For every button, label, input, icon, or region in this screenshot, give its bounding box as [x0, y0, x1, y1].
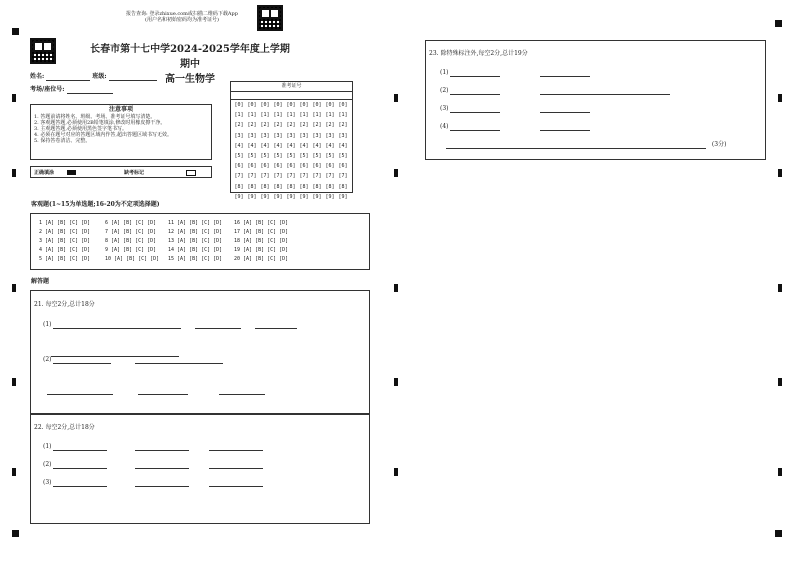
q22-line1 — [43, 443, 263, 451]
exam-id-bubble[interactable]: [2] — [312, 122, 322, 129]
exam-id-column — [273, 100, 283, 202]
exam-id-bubble[interactable]: [2] — [247, 122, 257, 129]
name-label: 姓名: — [30, 73, 45, 80]
q21-label2: (2) — [43, 356, 52, 363]
question-options-row[interactable]: 10 [A] [B] [C] [D] — [105, 256, 160, 262]
q23-line2 — [440, 87, 670, 95]
q21-line2 — [43, 356, 223, 364]
exam-id-bubble[interactable]: [7] — [286, 173, 296, 180]
class-field[interactable] — [109, 73, 157, 81]
answer-blank[interactable] — [209, 461, 263, 469]
name-class-row — [30, 73, 157, 81]
question-options-row[interactable]: 20 [A] [B] [C] [D] — [234, 256, 289, 262]
empty-bubble-icon[interactable] — [186, 170, 196, 176]
answer-blank[interactable] — [450, 69, 500, 77]
q23-line1 — [440, 69, 590, 77]
exam-id-bubble[interactable]: [4] — [260, 142, 270, 149]
exam-id-bubble[interactable]: [5] — [234, 153, 244, 160]
q22-line3 — [43, 479, 263, 487]
exam-id-bubble[interactable]: [0] — [299, 102, 309, 108]
exam-id-bubble[interactable]: [8] — [286, 183, 296, 190]
objective-title: 客观题(1~15为单选题;16-20为不定项选择题) — [31, 201, 160, 208]
answer-blank[interactable] — [219, 387, 265, 395]
exam-id-bubble[interactable]: [8] — [247, 183, 257, 190]
answer-blank[interactable] — [138, 387, 188, 395]
corner-mark — [775, 20, 782, 27]
timing-mark — [12, 94, 16, 102]
answer-blank[interactable] — [53, 461, 107, 469]
exam-id-bubble[interactable]: [8] — [325, 183, 335, 190]
objective-column — [168, 219, 222, 264]
title-line1: 长春市第十七中学2024-2025学年度上学期期中 — [90, 44, 290, 70]
exam-id-bubble[interactable]: [5] — [247, 153, 257, 160]
exam-id-bubble[interactable]: [2] — [234, 122, 244, 129]
answer-blank[interactable] — [47, 387, 113, 395]
fill-example-box — [30, 166, 212, 178]
exam-id-bubble[interactable]: [0] — [325, 102, 335, 108]
exam-id-bubble[interactable]: [6] — [338, 163, 348, 170]
title-line2: 高一生物学 — [165, 74, 215, 85]
exam-id-bubble[interactable]: [1] — [299, 112, 309, 119]
exam-id-bubble[interactable]: [7] — [260, 173, 270, 180]
exam-id-column — [260, 100, 270, 202]
exam-id-bubble[interactable]: [8] — [299, 183, 309, 190]
exam-id-bubble[interactable]: [9] — [312, 193, 322, 200]
question-options-row[interactable]: 15 [A] [B] [C] [D] — [168, 256, 223, 262]
q23-label3: (3) — [440, 105, 449, 112]
q23-line3 — [440, 105, 590, 113]
answer-blank[interactable] — [540, 69, 590, 77]
exam-id-bubble[interactable]: [8] — [260, 183, 270, 190]
exam-id-header: 准考证号 — [231, 82, 352, 92]
exam-id-bubble[interactable]: [3] — [338, 132, 348, 139]
question-options-row[interactable]: 16 [A] [B] [C] [D] — [234, 220, 289, 226]
answer-blank[interactable] — [53, 443, 107, 451]
exam-id-column — [299, 100, 309, 202]
corner-mark — [12, 28, 19, 35]
class-label: 班级: — [92, 73, 107, 80]
answer-blank[interactable] — [446, 141, 706, 149]
q22-title: 22. 每空2分,总计18分 — [34, 424, 95, 431]
exam-id-column — [234, 100, 244, 202]
q21-title: 21. 每空2分,总计18分 — [34, 301, 95, 308]
exam-id-bubble[interactable]: [6] — [312, 163, 322, 170]
objective-column — [105, 219, 159, 264]
answer-blank[interactable] — [209, 443, 263, 451]
exam-id-bubble[interactable]: [9] — [325, 193, 335, 200]
question-options-row[interactable]: 17 [A] [B] [C] [D] — [234, 229, 289, 235]
exam-id-bubble[interactable]: [7] — [338, 173, 348, 180]
exam-id-bubble[interactable]: [4] — [273, 142, 283, 149]
exam-id-bubble[interactable]: [1] — [338, 112, 348, 119]
exam-id-bubble[interactable]: [0] — [286, 102, 296, 108]
question-options-row[interactable]: 18 [A] [B] [C] [D] — [234, 238, 289, 244]
exam-id-bubble[interactable]: [1] — [234, 112, 244, 119]
exam-id-bubble[interactable]: [3] — [299, 132, 309, 139]
exam-id-bubble[interactable]: [1] — [312, 112, 322, 119]
answer-blank[interactable] — [135, 479, 189, 487]
corner-mark — [775, 530, 782, 537]
question-options-row[interactable]: 4 [A] [B] [C] [D] — [39, 247, 91, 253]
exam-id-column — [325, 100, 335, 202]
q23-line5 — [446, 141, 726, 149]
question-options-row[interactable]: 2 [A] [B] [C] [D] — [39, 229, 91, 235]
question-options-row[interactable]: 8 [A] [B] [C] [D] — [105, 238, 157, 244]
exam-id-bubble[interactable]: [3] — [312, 132, 322, 139]
notice-item: 1. 答题前请将姓名、班级、考场、准考证号填写清楚。 — [34, 114, 156, 120]
exam-id-bubble[interactable]: [8] — [312, 183, 322, 190]
exam-id-bubble[interactable]: [9] — [247, 193, 257, 200]
exam-id-bubble[interactable]: [4] — [312, 142, 322, 149]
exam-id-bubble[interactable]: [1] — [286, 112, 296, 119]
q23-label2: (2) — [440, 87, 449, 94]
q22-box — [30, 414, 370, 524]
answer-blank[interactable] — [450, 87, 500, 95]
question-options-row[interactable]: 5 [A] [B] [C] [D] — [39, 256, 91, 262]
exam-id-bubble[interactable]: [3] — [247, 132, 257, 139]
notice-item: 3. 主观题答题,必须使用黑色签字笔书写。 — [34, 126, 127, 132]
exam-id-bubble[interactable]: [4] — [234, 142, 244, 149]
answer-blank[interactable] — [450, 123, 500, 131]
exam-id-column — [338, 100, 348, 202]
exam-id-bubble[interactable]: [7] — [273, 173, 283, 180]
exam-id-bubble[interactable]: [9] — [299, 193, 309, 200]
q23-line4 — [440, 123, 590, 131]
timing-mark — [12, 468, 16, 476]
timing-mark — [394, 284, 398, 292]
exam-id-bubble[interactable]: [5] — [286, 153, 296, 160]
exam-id-bubble[interactable]: [3] — [325, 132, 335, 139]
name-field[interactable] — [46, 73, 90, 81]
q23-points-note: (3分) — [711, 141, 727, 148]
exam-id-bubble[interactable]: [0] — [273, 102, 283, 108]
timing-mark — [778, 378, 782, 386]
exam-id-bubble[interactable]: [0] — [247, 102, 257, 108]
exam-id-bubble[interactable]: [9] — [260, 193, 270, 200]
question-options-row[interactable]: 12 [A] [B] [C] [D] — [168, 229, 223, 235]
q23-title: 23. 除特殊标注外,每空2分,总计19分 — [429, 50, 528, 57]
filled-bubble-icon — [67, 170, 76, 175]
answer-blank[interactable] — [540, 105, 590, 113]
exam-id-bubble[interactable]: [2] — [338, 122, 348, 129]
exam-id-bubble[interactable]: [0] — [312, 102, 322, 108]
q23-box — [425, 40, 766, 160]
exam-id-bubble[interactable]: [3] — [234, 132, 244, 139]
q22-label1: (1) — [43, 443, 52, 450]
question-options-row[interactable]: 1 [A] [B] [C] [D] — [39, 220, 91, 226]
q21-line1 — [43, 321, 297, 329]
exam-id-bubble[interactable]: [6] — [247, 163, 257, 170]
app-line2: (用户名和初始密码均为准考证号) — [145, 17, 219, 23]
exam-id-bubble[interactable]: [0] — [338, 102, 348, 108]
exam-id-write-row[interactable] — [231, 92, 352, 100]
exam-id-column — [286, 100, 296, 202]
exam-id-bubble[interactable]: [7] — [247, 173, 257, 180]
answer-blank[interactable] — [540, 123, 590, 131]
exam-id-bubble[interactable]: [6] — [234, 163, 244, 170]
q22-label2: (2) — [43, 461, 52, 468]
objective-column — [39, 219, 90, 264]
corner-mark — [12, 530, 19, 537]
question-options-row[interactable]: 19 [A] [B] [C] [D] — [234, 247, 289, 253]
exam-id-bubble[interactable]: [6] — [286, 163, 296, 170]
q21-box — [30, 290, 370, 414]
exam-id-bubble[interactable]: [5] — [260, 153, 270, 160]
timing-mark — [12, 169, 16, 177]
notice-box — [30, 104, 212, 160]
exam-id-bubble[interactable]: [5] — [273, 153, 283, 160]
timing-mark — [394, 378, 398, 386]
app-info — [112, 11, 252, 23]
exam-id-bubble[interactable]: [5] — [325, 153, 335, 160]
exam-id-bubble[interactable]: [3] — [260, 132, 270, 139]
exam-id-box — [230, 81, 353, 200]
exam-id-bubble[interactable]: [4] — [299, 142, 309, 149]
exam-id-bubble[interactable]: [7] — [299, 173, 309, 180]
timing-mark — [394, 94, 398, 102]
notice-item: 2. 客观题答题,必须使用2B铅笔填涂,修改时用橡皮擦干净。 — [34, 120, 166, 126]
exam-id-bubble[interactable]: [9] — [234, 193, 244, 200]
objective-column — [234, 219, 288, 264]
question-options-row[interactable]: 3 [A] [B] [C] [D] — [39, 238, 91, 244]
answer-blank[interactable] — [53, 356, 111, 364]
notice-item: 4. 必须在题号对应的答题区域内作答,超出答题区域书写无效。 — [34, 132, 172, 138]
exam-id-bubble[interactable]: [9] — [273, 193, 283, 200]
exam-id-bubble[interactable]: [4] — [286, 142, 296, 149]
exam-id-bubble[interactable]: [2] — [273, 122, 283, 129]
exam-id-bubble[interactable]: [6] — [325, 163, 335, 170]
timing-mark — [12, 284, 16, 292]
exam-id-bubble[interactable]: [5] — [338, 153, 348, 160]
question-options-row[interactable]: 11 [A] [B] [C] [D] — [168, 220, 223, 226]
exam-id-bubble[interactable]: [1] — [260, 112, 270, 119]
question-options-row[interactable]: 14 [A] [B] [C] [D] — [168, 247, 223, 253]
exam-id-bubble[interactable]: [7] — [312, 173, 322, 180]
timing-mark — [778, 468, 782, 476]
exam-id-bubble[interactable]: [5] — [299, 153, 309, 160]
answer-blank[interactable] — [255, 321, 297, 329]
question-options-row[interactable]: 9 [A] [B] [C] [D] — [105, 247, 157, 253]
exam-id-bubble[interactable]: [7] — [234, 173, 244, 180]
answer-blank[interactable] — [135, 356, 223, 364]
exam-id-bubble[interactable]: [6] — [299, 163, 309, 170]
q22-line2 — [43, 461, 263, 469]
exam-id-bubble[interactable]: [0] — [234, 102, 244, 108]
q21-label1: (1) — [43, 321, 52, 328]
qr-code-left — [30, 38, 56, 64]
q23-label4: (4) — [440, 123, 449, 130]
qr-code-top — [257, 5, 283, 31]
answer-blank[interactable] — [53, 479, 107, 487]
exam-id-bubble[interactable]: [4] — [338, 142, 348, 149]
exam-id-bubble[interactable]: [9] — [338, 193, 348, 200]
exam-id-bubble[interactable]: [8] — [273, 183, 283, 190]
exam-id-bubble[interactable]: [4] — [247, 142, 257, 149]
answer-blank[interactable] — [135, 461, 189, 469]
question-options-row[interactable]: 6 [A] [B] [C] [D] — [105, 220, 157, 226]
objective-box — [30, 213, 370, 270]
answer-blank[interactable] — [450, 105, 500, 113]
timing-mark — [394, 169, 398, 177]
exam-id-bubble[interactable]: [7] — [325, 173, 335, 180]
exam-id-bubble[interactable]: [2] — [286, 122, 296, 129]
exam-id-bubble[interactable]: [9] — [286, 193, 296, 200]
notice-items — [31, 114, 211, 144]
exam-id-bubble[interactable]: [1] — [247, 112, 257, 119]
exam-id-bubble[interactable]: [3] — [286, 132, 296, 139]
answer-blank[interactable] — [209, 479, 263, 487]
exam-id-bubble[interactable]: [1] — [273, 112, 283, 119]
answer-blank[interactable] — [135, 443, 189, 451]
exam-id-bubble[interactable]: [3] — [273, 132, 283, 139]
exam-id-bubble[interactable]: [2] — [325, 122, 335, 129]
timing-mark — [778, 169, 782, 177]
timing-mark — [394, 468, 398, 476]
q23-label1: (1) — [440, 69, 449, 76]
answer-blank[interactable] — [540, 87, 670, 95]
exam-id-bubble[interactable]: [6] — [273, 163, 283, 170]
room-row — [30, 86, 113, 94]
exam-id-bubble[interactable]: [2] — [260, 122, 270, 129]
q22-label3: (3) — [43, 479, 52, 486]
answer-blank[interactable] — [53, 321, 181, 329]
exam-id-bubble[interactable]: [8] — [338, 183, 348, 190]
app-line1: 报告查询: 登录zhixue.com或扫描二维码下载App — [126, 11, 238, 17]
exam-id-bubble[interactable]: [6] — [260, 163, 270, 170]
exam-id-bubble[interactable]: [5] — [312, 153, 322, 160]
room-label: 考场/座位号: — [30, 86, 65, 93]
correct-fill-label: 正确填涂 — [34, 170, 55, 176]
answer-blank[interactable] — [195, 321, 241, 329]
exam-id-grid — [234, 100, 352, 200]
notice-item: 5. 保持答卷清洁、完整。 — [34, 138, 91, 144]
question-options-row[interactable]: 13 [A] [B] [C] [D] — [168, 238, 223, 244]
exam-id-bubble[interactable]: [0] — [260, 102, 270, 108]
timing-mark — [778, 284, 782, 292]
room-field[interactable] — [67, 86, 113, 94]
exam-id-column — [247, 100, 257, 202]
question-options-row[interactable]: 7 [A] [B] [C] [D] — [105, 229, 157, 235]
timing-mark — [12, 378, 16, 386]
exam-id-bubble[interactable]: [2] — [299, 122, 309, 129]
missing-mark-label: 缺考标记 — [124, 170, 145, 176]
exam-id-column — [312, 100, 322, 202]
subjective-title: 解答题 — [31, 278, 50, 285]
notice-title: 注意事项 — [108, 106, 133, 113]
exam-id-bubble[interactable]: [8] — [234, 183, 244, 190]
timing-mark — [778, 94, 782, 102]
exam-id-bubble[interactable]: [1] — [325, 112, 335, 119]
exam-id-bubble[interactable]: [4] — [325, 142, 335, 149]
